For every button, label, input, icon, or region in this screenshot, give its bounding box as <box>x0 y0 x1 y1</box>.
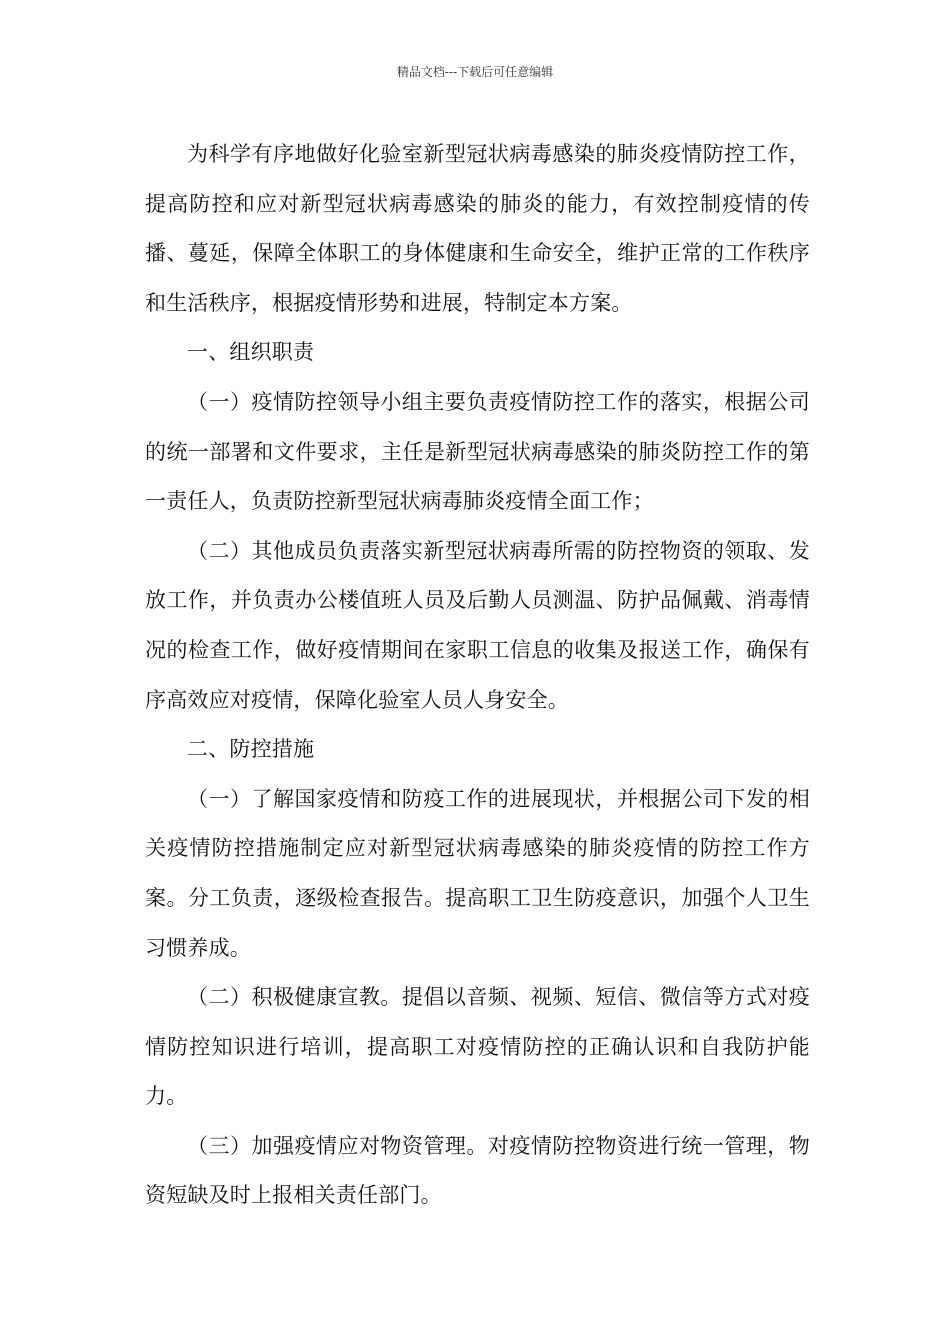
paragraph-organization-2: （二）其他成员负责落实新型冠状病毒所需的防控物资的领取、发放工作，并负责办公楼值班人员及后勤人员测温、防护品佩戴、消毒情况的检查工作，做好疫情期间在家职工信息的收集及报送工作，确保有序高效应对疫情，保障化验室人员人身安全。 <box>145 538 810 712</box>
page-header: 精品文档---下载后可任意编辑 <box>396 65 554 79</box>
paragraph-measures-2: （二）积极健康宣教。提倡以音频、视频、短信、微信等方式对疫情防控知识进行培训，提高职工对疫情防控的正确认识和自我防护能力。 <box>145 985 810 1109</box>
paragraph-organization-1: （一）疫情防控领导小组主要负责疫情防控工作的落实，根据公司的统一部署和文件要求，主任是新型冠状病毒感染的肺炎防控工作的第一责任人，负责防控新型冠状病毒肺炎疫情全面工作； <box>145 389 810 514</box>
paragraph-measures-1: （一）了解国家疫情和防疫工作的进展现状，并根据公司下发的相关疫情防控措施制定应对新型冠状病毒感染的肺炎疫情的防控工作方案。分工负责，逐级检查报告。提高职工卫生防疫意识，加强个人卫生习惯养成。 <box>145 786 810 960</box>
intro-paragraph: 为科学有序地做好化验室新型冠状病毒感染的肺炎疫情防控工作，提高防控和应对新型冠状病毒感染的肺炎的能力，有效控制疫情的传播、蔓延，保障全体职工的身体健康和生命安全，维护正常的工作秩序和生活秩序，根据疫情形势和进展，特制定本方案。 <box>145 142 810 315</box>
document-body <box>145 130 810 1221</box>
paragraph-measures-3: （三）加强疫情应对物资管理。对疫情防控物资进行统一管理，物资短缺及时上报相关责任部门。 <box>145 1133 810 1208</box>
section-heading-organization: 一、组织职责 <box>187 340 315 365</box>
section-heading-measures: 二、防控措施 <box>187 737 315 762</box>
